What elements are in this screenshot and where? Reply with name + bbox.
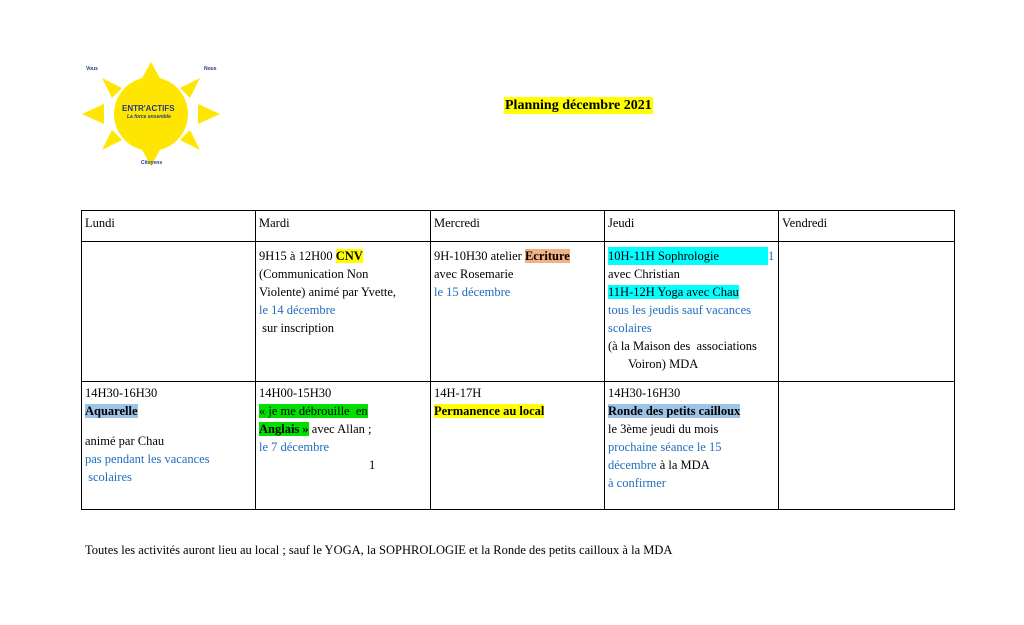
- ronde-next-1: prochaine séance le 15: [608, 440, 722, 454]
- anglais-name-1: « je me débrouille en: [259, 404, 368, 418]
- cell-vendredi-afternoon: [779, 382, 955, 510]
- cell-jeudi-morning: [605, 242, 779, 382]
- header-vendredi: Vendredi: [779, 211, 955, 242]
- sophrologie-label: 10H-11H Sophrologie: [608, 247, 768, 265]
- cell-mardi-afternoon: [256, 382, 431, 510]
- header-mardi: Mardi: [256, 211, 431, 242]
- aquarelle-note-1: pas pendant les vacances: [85, 452, 210, 466]
- logo-bottom-word: Citoyens: [141, 160, 163, 166]
- cell-lundi-afternoon: [82, 382, 256, 510]
- ecriture-name: Ecriture: [524, 249, 570, 263]
- ecriture-date: le 15 décembre: [434, 285, 511, 299]
- header-mercredi: Mercredi: [431, 211, 605, 242]
- ecriture-time: 9H-10H30 atelier: [434, 249, 525, 263]
- anglais-with: avec Allan ;: [308, 422, 372, 436]
- anglais-stray-mark: 1: [369, 458, 376, 472]
- aquarelle-time: 14H30-16H30: [85, 386, 158, 400]
- permanence-time: 14H-17H: [434, 386, 482, 400]
- table-row: [82, 242, 955, 382]
- logo-left-word: Vous: [86, 66, 98, 72]
- cnv-desc-2: Violente) animé par Yvette,: [259, 285, 397, 299]
- yoga-label: 11H-12H Yoga avec Chau: [608, 285, 739, 299]
- cnv-note: sur inscription: [259, 321, 334, 335]
- jeudi-place-2: Voiron) MDA: [628, 357, 699, 371]
- cnv-desc-1: (Communication Non: [259, 267, 369, 281]
- cell-lundi-morning: [82, 242, 256, 382]
- anglais-time: 14H00-15H30: [259, 386, 332, 400]
- sophrologie-stray-mark: 1: [768, 249, 775, 263]
- header-lundi: Lundi: [82, 211, 256, 242]
- header-jeudi: Jeudi: [605, 211, 779, 242]
- aquarelle-note-2: scolaires: [85, 470, 132, 484]
- footer-note: Toutes les activités auront lieu au local ; sauf le YOGA, la SOPHROLOGIE et la Ronde des petits cailloux à la MDA: [85, 543, 673, 557]
- page-title: Planning décembre 2021: [505, 98, 652, 113]
- logo-tagline: La force ensemble: [127, 114, 171, 120]
- table-header-row: [82, 211, 955, 242]
- anglais-date: le 7 décembre: [259, 440, 330, 454]
- ecriture-with: avec Rosemarie: [434, 267, 514, 281]
- aquarelle-by: animé par Chau: [85, 434, 165, 448]
- cell-jeudi-afternoon: [605, 382, 779, 510]
- ronde-confirm: à confirmer: [608, 476, 666, 490]
- logo-right-word: Nous: [204, 66, 217, 72]
- jeudi-note-2: scolaires: [608, 321, 652, 335]
- sophrologie-with: avec Christian: [608, 267, 680, 281]
- jeudi-note-1: tous les jeudis sauf vacances: [608, 303, 752, 317]
- cell-vendredi-morning: [779, 242, 955, 382]
- cnv-date: le 14 décembre: [259, 303, 336, 317]
- ronde-name: Ronde des petits cailloux: [608, 404, 741, 418]
- ronde-place: à la MDA: [656, 458, 710, 472]
- ronde-frequency: le 3ème jeudi du mois: [608, 422, 719, 436]
- planning-table: [81, 210, 955, 510]
- logo-name: ENTR'ACTIFS: [122, 104, 175, 113]
- jeudi-place-1: (à la Maison des associations: [608, 339, 757, 353]
- cell-mardi-morning: [256, 242, 431, 382]
- cnv-name: CNV: [335, 249, 363, 263]
- ronde-next-2: décembre: [608, 458, 657, 472]
- anglais-name-2: Anglais »: [259, 422, 309, 436]
- cnv-time: 9H15 à 12H00: [259, 249, 336, 263]
- cell-mercredi-afternoon: [431, 382, 605, 510]
- table-row: [82, 382, 955, 510]
- permanence-name: Permanence au local: [434, 404, 545, 418]
- cell-mercredi-morning: [431, 242, 605, 382]
- logo: [80, 62, 230, 172]
- ronde-time: 14H30-16H30: [608, 386, 681, 400]
- aquarelle-name: Aquarelle: [85, 404, 138, 418]
